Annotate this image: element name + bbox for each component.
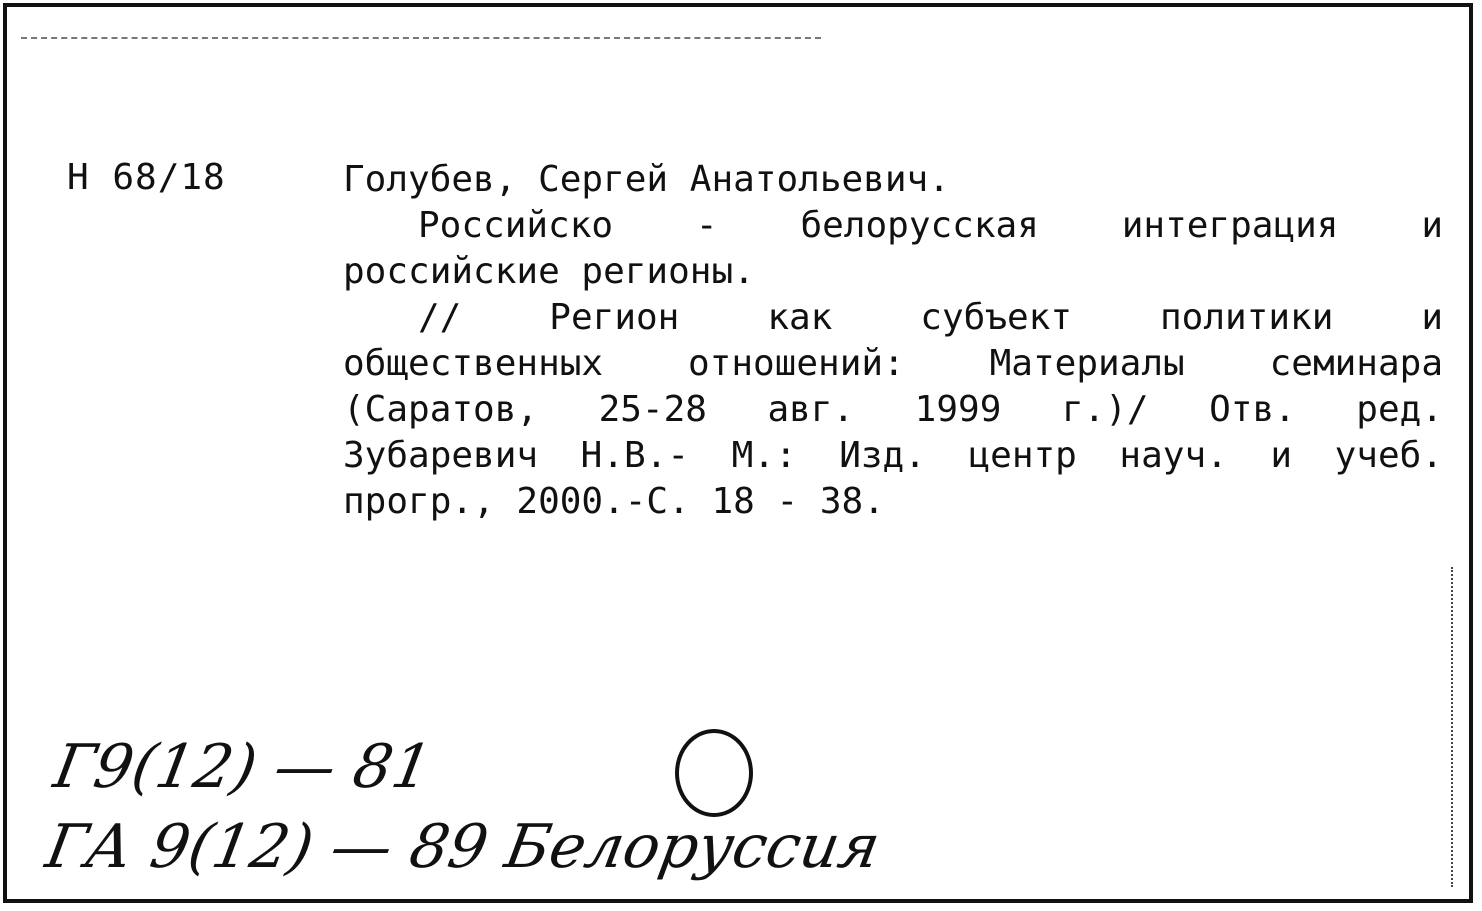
top-dashed-line (21, 37, 821, 39)
source-line-4: Зубаревич Н.В.- М.: Изд. центр науч. и учеб. (343, 435, 1443, 476)
bibliographic-entry (343, 157, 1443, 525)
catalog-card (3, 3, 1473, 903)
handwritten-classification-1: Г9(12) — 81 (48, 732, 437, 802)
title-line-1: Российско - белорусская интеграция и (418, 205, 1443, 246)
source-line-1: // Регион как субъект политики и (418, 297, 1443, 338)
source-line-5: прогр., 2000.-С. 18 - 38. (343, 481, 885, 522)
source-line-3: (Саратов, 25-28 авг. 1999 г.)/ Отв. ред. (343, 389, 1443, 430)
circle-mark (675, 729, 753, 817)
right-dotted-line (1451, 567, 1453, 887)
source-line-2: общественных отношений: Материалы семинара (343, 343, 1443, 384)
handwritten-classification-2: ГА 9(12) — 89 Белоруссия (40, 812, 886, 882)
title-line-2: российские регионы. (343, 251, 755, 292)
author-line: Голубев, Сергей Анатольевич. (343, 159, 950, 200)
call-number: Н 68/18 (67, 157, 226, 198)
